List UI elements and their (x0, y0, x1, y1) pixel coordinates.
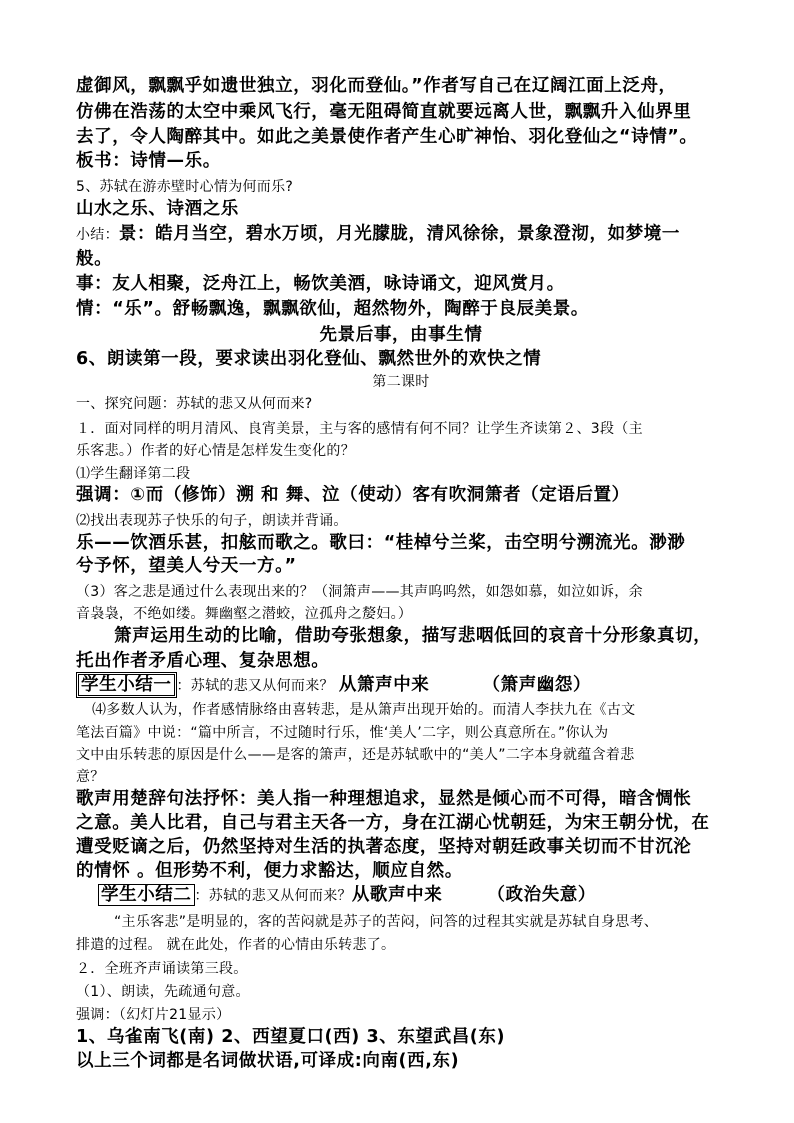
text-line: 板书：诗情—乐。 (76, 151, 221, 171)
text-line: 乐客悲。）作者的好心情是怎样发生变化的？ (76, 443, 355, 459)
summary-line (76, 226, 680, 244)
text-line: 排遣的过程。 就在此处，作者的心情由乐转悲了。 (76, 937, 396, 953)
text-line: ⑵找出表现苏子快乐的句子，朗读并背诵。 (76, 513, 348, 529)
text-line: 之意。美人比君，自己与君主天各一方，身在江湖心忧朝廷，为宋王朝分忧，在 (76, 813, 710, 833)
text-line: 一、探究问题：苏轼的悲又从何而来? (76, 396, 313, 412)
text-line: 强调：①而（修饰）溯 和 舞、泣（使动）客有吹洞箫者（定语后置） (76, 485, 630, 505)
question-5: 5、苏轼在游赤壁时心情为何而乐? (76, 179, 294, 195)
text-line: 笔法百篇》中说：“篇中所言，不过随时行乐，惟‘美人’二字，则公真意所在。”你认为 (76, 725, 609, 741)
text-line: 先景后事，由事生情 (319, 325, 483, 345)
text-line: 1、乌雀南飞(南) 2、西望夏口(西) 3、东望武昌(东) (76, 1027, 506, 1047)
summary-two (98, 887, 596, 905)
summary-two-note: （政治失意） (487, 885, 597, 905)
text-line: 般。 (76, 249, 113, 269)
text-line: ⑴学生翻译第二段 (76, 466, 191, 482)
text-line: 箫声运用生动的比喻，借助夸张想象，描写悲咽低回的哀音十分形象真切， (114, 626, 712, 646)
text-line: （3）客之悲是通过什么表现出来的？（洞箫声——其声呜呜然，如怨如慕，如泣如诉，余 (76, 584, 643, 600)
text-line: 遭受贬谪之后，仍然坚持对生活的执著态度，坚持对朝廷政事关切而不甘沉沦 (76, 837, 692, 857)
text-line: １．面对同样的明月清风、良宵美景，主与客的感情有何不同？让学生齐读第２、3段（主 (76, 421, 643, 437)
text-line: 去了，令人陶醉其中。如此之美景使作者产生心旷神怡、羽化登仙之“诗情”。 (76, 127, 698, 147)
summary-one-question: ：苏轼的悲又从何而来？ (176, 678, 334, 694)
text-line: 文中由乐转悲的原因是什么——是客的箫声，还是苏轼歌中的“美人”二字本身就蕴含着悲 (76, 747, 635, 763)
text-line: 虚御风，飘飘乎如遗世独立，羽化而登仙。”作者写自己在辽阔江面上泛舟， (76, 76, 677, 96)
text-line: ⑷多数人认为，作者感情脉络由喜转悲，是从箫声出现开始的。而清人李扶九在《古文 (92, 702, 636, 718)
summary-two-question: ：苏轼的悲又从何而来？ (194, 888, 352, 904)
text-line: 事：友人相聚，泛舟江上，畅饮美酒，咏诗诵文，迎风赏月。 (76, 274, 565, 294)
text-line: 乐——饮酒乐甚，扣舷而歌之。歌曰：“桂棹兮兰桨，击空明兮溯流光。渺渺 (76, 533, 686, 553)
text-line: 歌声用楚辞句法抒怀：美人指一种理想追求，显然是倾心而不可得，暗含惆怅 (76, 789, 692, 809)
summary-label: 小结： (76, 227, 119, 243)
summary-two-answer: 从歌声中来 (351, 885, 443, 905)
summary-scene: 景：皓月当空，碧水万顷，月光朦胧，清风徐徐，景象澄沏，如梦境一 (118, 224, 681, 244)
text-line: 情：“乐”。舒畅飘逸，飘飘欲仙，超然物外，陶醉于良辰美景。 (76, 299, 589, 319)
summary-two-label: 学生小结二 (98, 884, 195, 906)
text-line: 托出作者矛盾心理、复杂思想。 (76, 651, 330, 671)
text-line: 强调：（幻灯片21显示） (76, 1007, 231, 1023)
text-line: ２．全班齐声诵读第三段。 (76, 961, 248, 977)
text-line: 以上三个词都是名词做状语,可译成:向南(西,东) (76, 1051, 460, 1071)
summary-one-label: 学生小结一 (76, 672, 177, 698)
text-line: （1）、朗读，先疏通句意。 (76, 984, 250, 1000)
text-line: 意？ (76, 769, 105, 785)
text-line: 兮予怀，望美人兮天一方。” (76, 556, 297, 576)
text-line: 山水之乐、诗酒之乐 (76, 199, 239, 219)
text-line: 的情怀 。但形势不利，便力求豁达，顺应自然。 (76, 861, 463, 881)
section-title: 第二课时 (372, 374, 430, 390)
text-line: 音袅袅，不绝如缕。舞幽壑之潜蛟，泣孤舟之嫠妇。） (76, 606, 413, 622)
text-line: 仿佛在浩荡的太空中乘风飞行，毫无阻碍简直就要远离人世，飘飘升入仙界里 (76, 102, 692, 122)
text-line: “主乐客悲”是明显的，客的苦闷就是苏子的苦闷，问答的过程其实就是苏轼自身思考、 (114, 914, 659, 930)
summary-one-note: （箫声幽怨） (482, 675, 592, 695)
summary-one-answer: 从箫声中来 (338, 675, 430, 695)
summary-one (76, 677, 591, 695)
text-line: 6、朗读第一段，要求读出羽化登仙、飘然世外的欢快之情 (76, 349, 542, 369)
